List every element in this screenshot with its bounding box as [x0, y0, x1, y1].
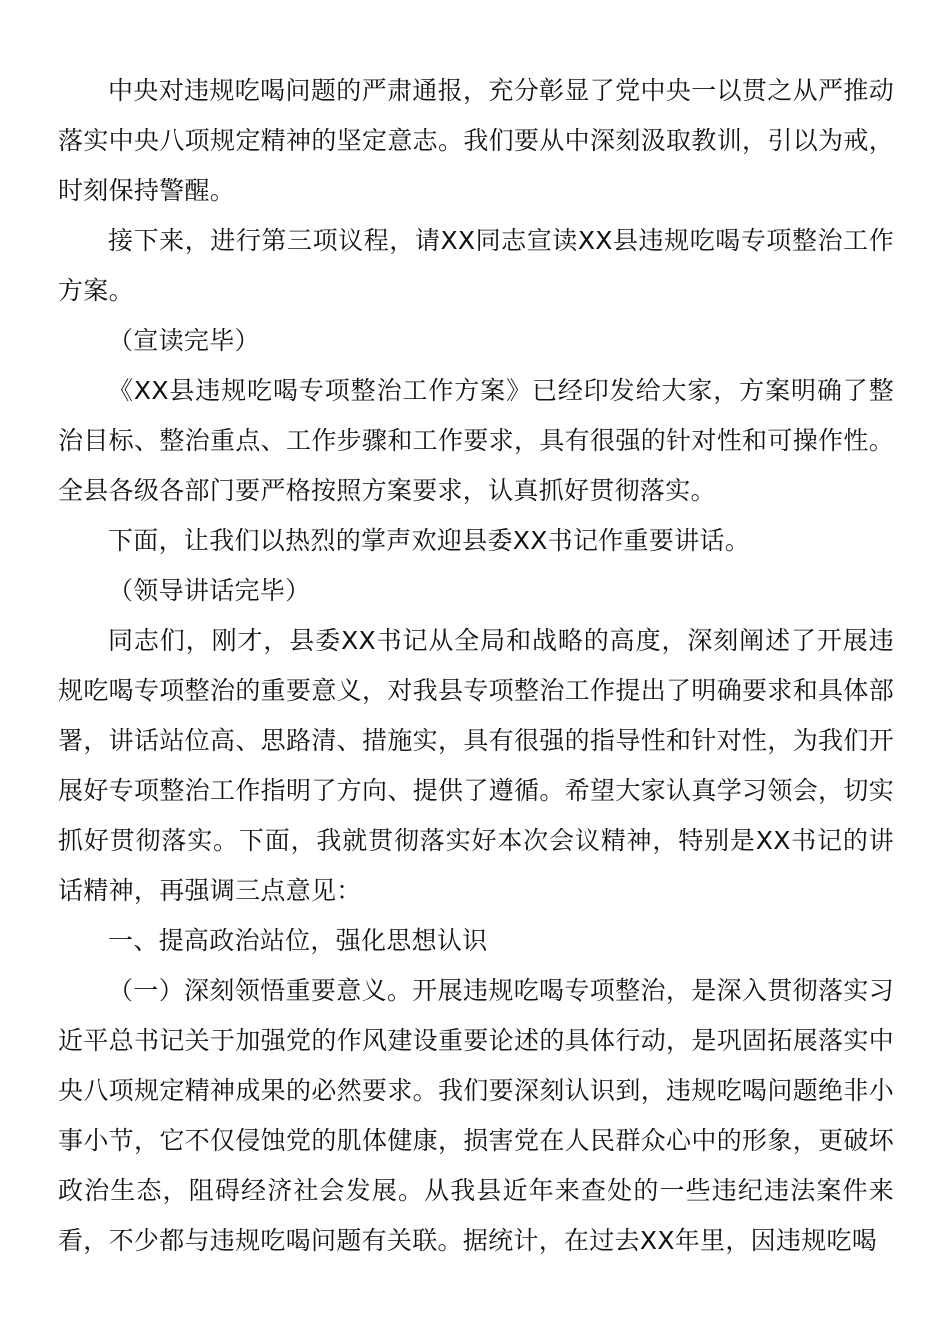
paragraph-reading-finished: （宣读完毕）	[108, 326, 260, 355]
paragraph-comrades-summary: 同志们，刚才，县委XX书记从全局和战略的高度，深刻阐述了开展违规吃喝专项整治的重要意义，对我县专项整治工作提出了明确要求和具体部署，讲话站位高、思路清、措施实，具有很强的指导性和针对性，为我们开展好专项整治工作指明了方向、提供了遵循。希望大家认真学习领会，切实抓好贯彻落实。下面，我就贯彻落实好本次会议精神，特别是XX书记的讲话精神，再强调三点意见：	[58, 626, 894, 905]
paragraph-plan-issued: 《XX县违规吃喝专项整治工作方案》已经印发给大家，方案明确了整治目标、整治重点、工作步骤和工作要求，具有很强的针对性和可操作性。全县各级各部门要严格按照方案要求，认真抓好贯彻落实。	[58, 376, 894, 505]
document-page	[58, 66, 894, 1266]
paragraph-notice-lesson: 中央对违规吃喝问题的严肃通报，充分彰显了党中央一以贯之从严推动落实中央八项规定精神的坚定意志。我们要从中深刻汲取教训，引以为戒，时刻保持警醒。	[58, 76, 894, 205]
paragraph-welcome-speech: 下面，让我们以热烈的掌声欢迎县委XX书记作重要讲话。	[108, 526, 751, 555]
section-heading-one: 一、提高政治站位，强化思想认识	[108, 926, 488, 955]
paragraph-speech-finished: （领导讲话完毕）	[108, 576, 311, 605]
paragraph-subsection-one: （一）深刻领悟重要意义。开展违规吃喝专项整治，是深入贯彻落实习近平总书记关于加强党的作风建设重要论述的具体行动，是巩固拓展落实中央八项规定精神成果的必然要求。我们要深刻认识到，违规吃喝问题绝非小事小节，它不仅侵蚀党的肌体健康，损害党在人民群众心中的形象，更破坏政治生态，阻碍经济社会发展。从我县近年来查处的一些违纪违法案件来看，不少都与违规吃喝问题有关联。据统计，在过去XX年里，因违规吃喝	[58, 976, 894, 1255]
paragraph-third-agenda: 接下来，进行第三项议程，请XX同志宣读XX县违规吃喝专项整治工作方案。	[58, 226, 894, 305]
